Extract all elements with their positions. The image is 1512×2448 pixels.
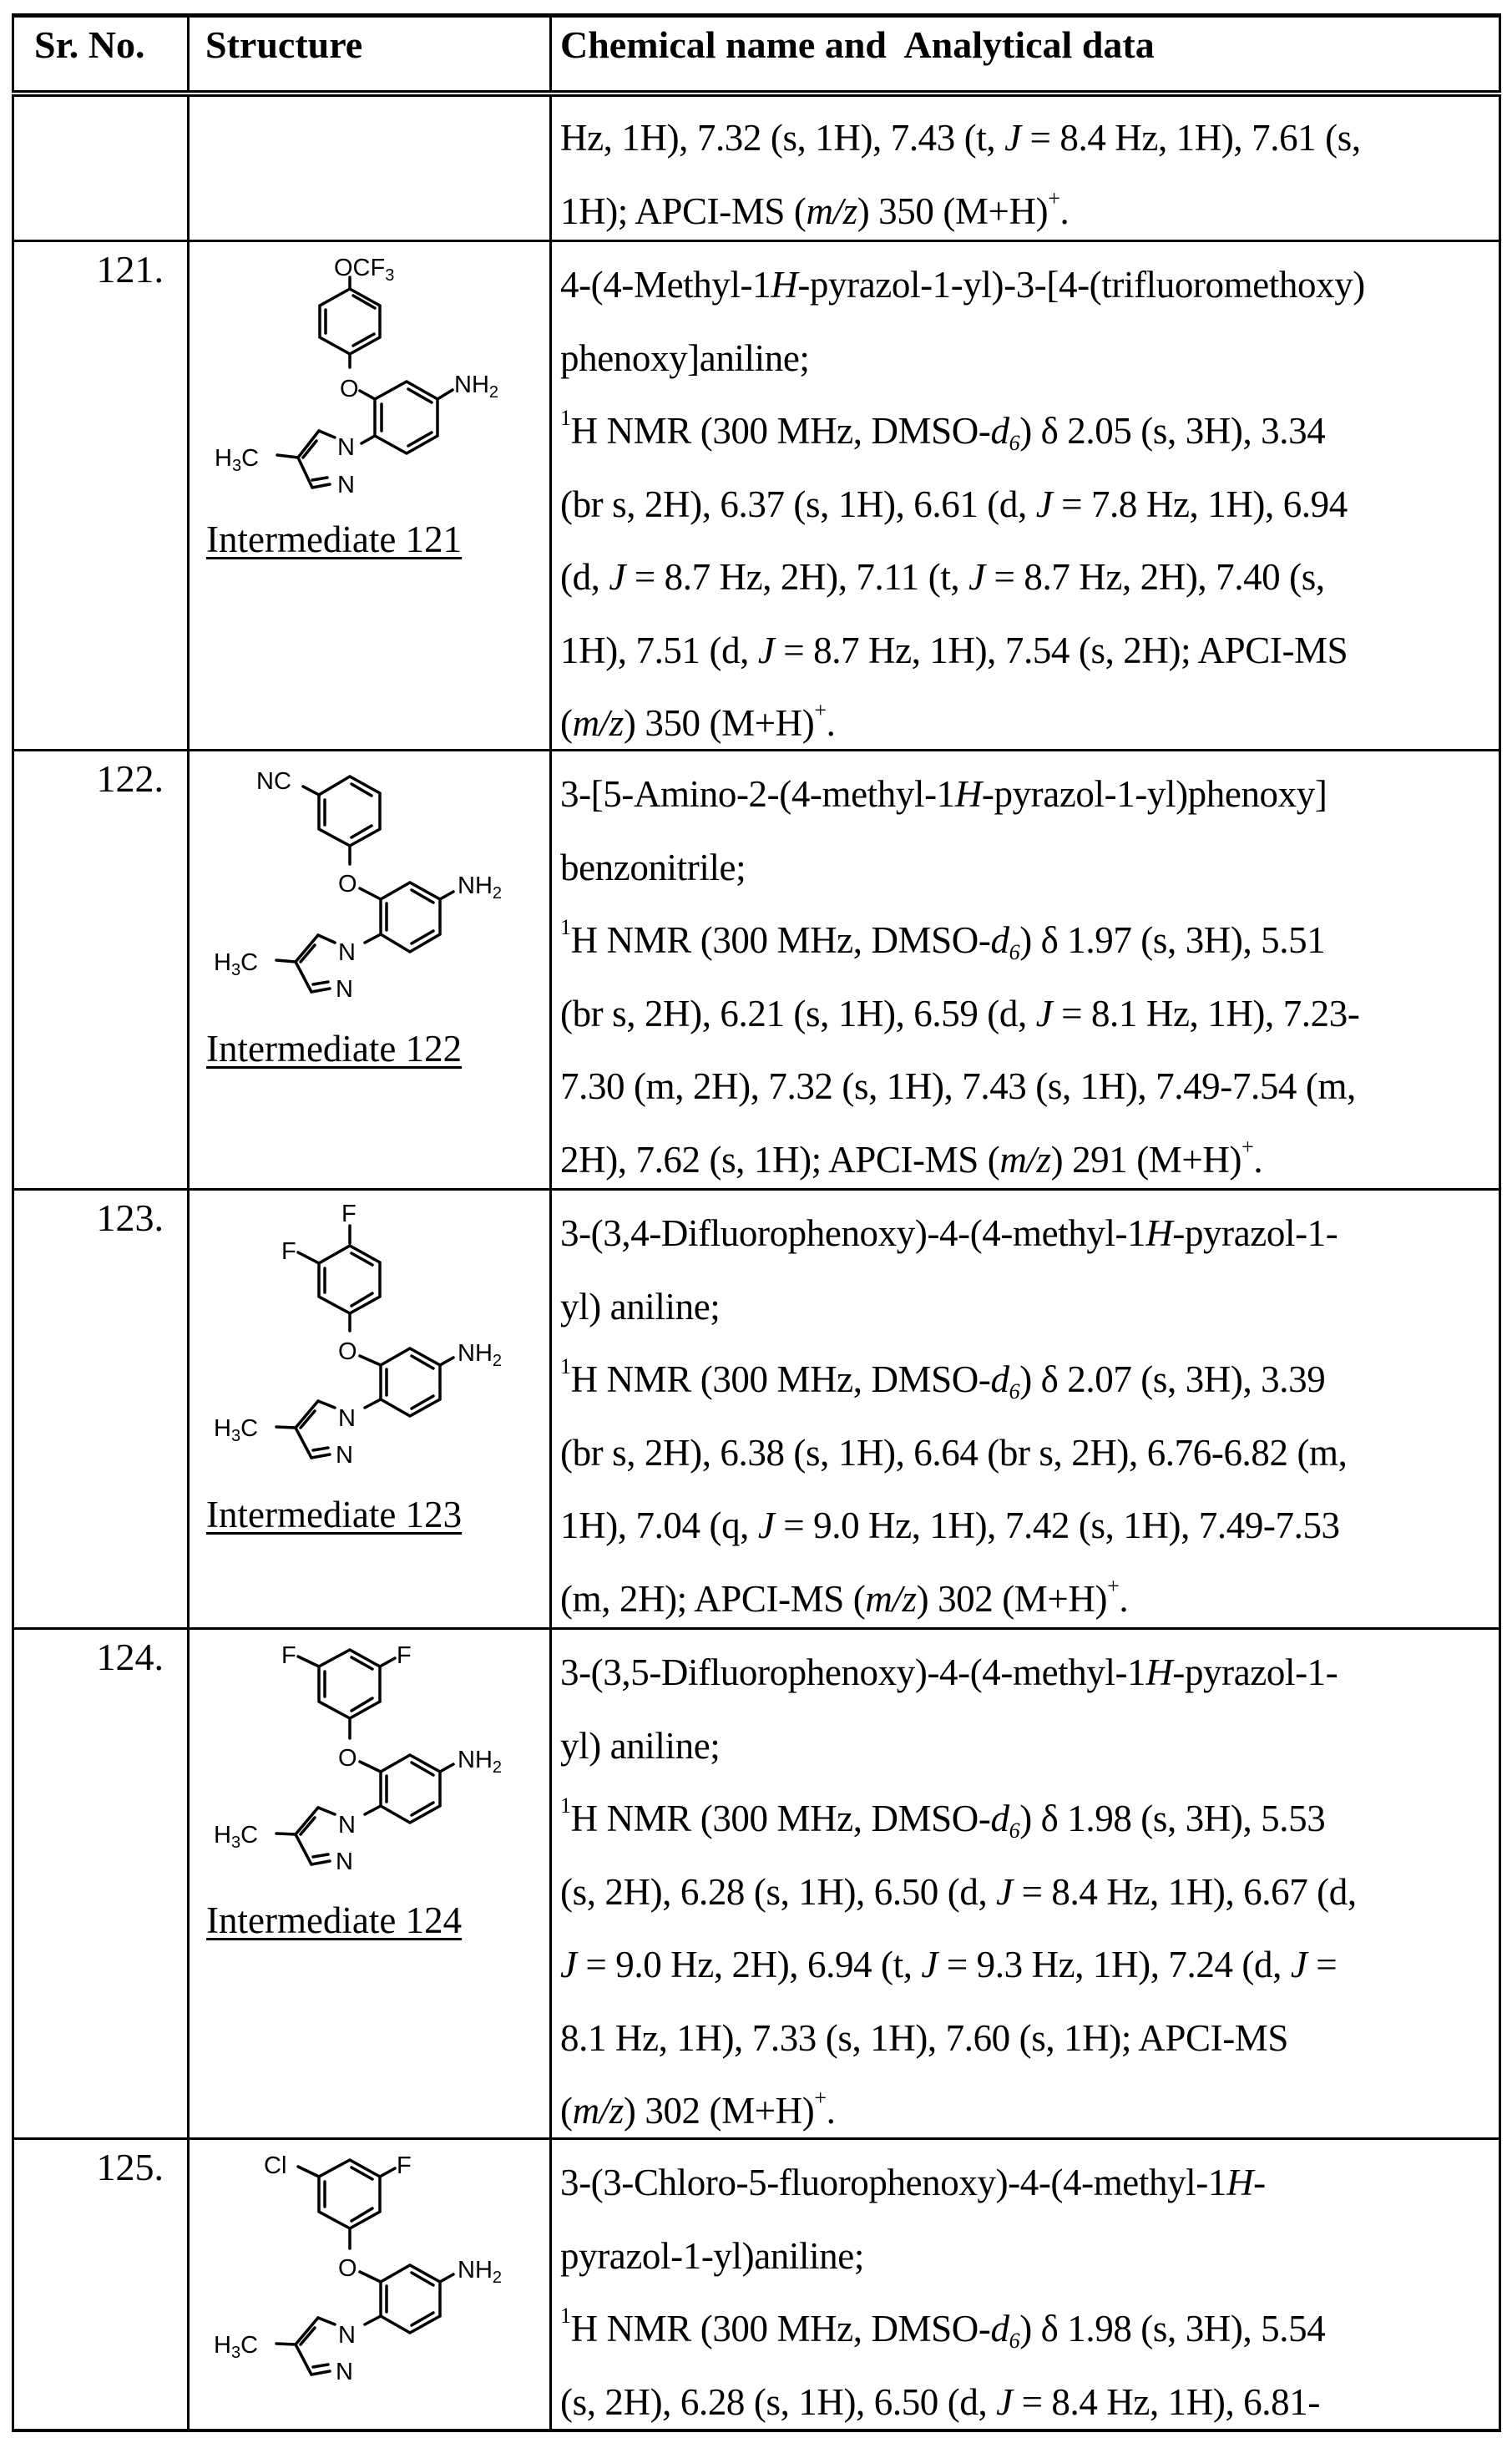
chemical-name-line: 3-[5-Amino-2-(4-methyl-1H-pyrazol-1-yl)phenoxy] xyxy=(560,773,1327,815)
nmr-line: J = 9.0 Hz, 2H), 6.94 (t, J = 9.3 Hz, 1H), 7.24 (d, J = xyxy=(560,1944,1338,1985)
header-structure: Structure xyxy=(205,23,363,66)
data-line: Hz, 1H), 7.32 (s, 1H), 7.43 (t, J = 8.4 Hz, 1H), 7.61 (s, xyxy=(560,117,1361,159)
data-cell xyxy=(549,2140,1499,2430)
sr-cell xyxy=(14,97,187,240)
svg-text:O: O xyxy=(338,871,357,898)
nmr-line: (d, J = 8.7 Hz, 2H), 7.11 (t, J = 8.7 Hz, 2H), 7.40 (s, xyxy=(560,556,1325,598)
svg-text:NH2: $NH_2$ xyxy=(454,372,499,402)
nmr-line: $^1$H NMR (300 MHz, DMSO-$d_6$) δ 1.98 (s, 3H), 5.53 xyxy=(560,1793,1326,1843)
sr-number: 124. xyxy=(96,1636,164,1678)
svg-text:H3C: $H_3C$ xyxy=(214,1822,259,1852)
analytical-data xyxy=(560,2147,1487,2439)
table-row xyxy=(12,242,1501,749)
structure-cell xyxy=(187,2140,549,2430)
svg-text:N: N xyxy=(337,472,355,498)
header-sr-no: Sr. No. xyxy=(34,23,145,66)
nmr-line: $^1$H NMR (300 MHz, DMSO-$d_6$) δ 1.98 (s, 3H), 5.54 xyxy=(560,2304,1326,2353)
nmr-line: 1H), 7.51 (d, J = 8.7 Hz, 1H), 7.54 (s, 2H); APCI-MS xyxy=(560,629,1348,671)
sr-number: 125. xyxy=(96,2146,164,2188)
svg-text:F: F xyxy=(397,2152,412,2179)
svg-text:H3C: $H_3C$ xyxy=(215,445,260,475)
nmr-line: $^1$H NMR (300 MHz, DMSO-$d_6$) δ 2.07 (s, 3H), 3.39 xyxy=(560,1354,1326,1404)
data-cell xyxy=(549,751,1499,1188)
svg-text:NC: NC xyxy=(256,768,291,795)
svg-text:H3C: $H_3C$ xyxy=(214,949,259,979)
molecule-icon xyxy=(190,2140,549,2415)
svg-text:O: O xyxy=(340,376,359,402)
chemical-name-line: pyrazol-1-yl)aniline; xyxy=(560,2234,864,2277)
svg-text:N: N xyxy=(336,976,353,1003)
svg-text:NH2: $NH_2$ xyxy=(458,2257,503,2287)
molecule-icon xyxy=(190,751,549,1027)
svg-text:O: O xyxy=(338,1338,357,1365)
svg-text:NH2: $NH_2$ xyxy=(458,1747,503,1777)
nmr-line: 2H), 7.62 (s, 1H); APCI-MS (m/z) 291 (M+H)+. xyxy=(560,1134,1263,1181)
svg-text:NH2: $NH_2$ xyxy=(458,1340,503,1370)
sr-number: 122. xyxy=(96,757,164,800)
intermediate-label: Intermediate 122 xyxy=(206,1028,463,1070)
header-cell-structure xyxy=(187,18,549,91)
svg-text:N: N xyxy=(338,1405,356,1432)
molecule-icon xyxy=(190,1191,549,1474)
svg-text:F: F xyxy=(281,1642,296,1669)
sr-cell xyxy=(14,1630,187,2137)
header-cell-chemical-data xyxy=(549,18,1499,91)
table-row xyxy=(12,2140,1501,2430)
analytical-data xyxy=(560,1197,1487,1636)
header-chemical-data: Chemical name and Analytical data xyxy=(560,23,1155,66)
structure-cell xyxy=(187,97,549,240)
analytical-data xyxy=(560,1636,1487,2148)
svg-text:N: N xyxy=(338,1812,356,1839)
analytical-data xyxy=(560,758,1487,1196)
header-cell-sr-no xyxy=(14,18,187,91)
data-cell xyxy=(549,1630,1499,2137)
svg-text:H3C: $H_3C$ xyxy=(214,2332,259,2362)
data-cell xyxy=(549,242,1499,749)
svg-text:O: O xyxy=(338,2255,357,2282)
nmr-line: 7.30 (m, 2H), 7.32 (s, 1H), 7.43 (s, 1H), 7.49-7.54 (m, xyxy=(560,1065,1356,1107)
svg-text:F: F xyxy=(341,1201,357,1227)
svg-text:NH2: $NH_2$ xyxy=(458,872,503,903)
chemical-name-line: yl) aniline; xyxy=(560,1285,721,1328)
nmr-line: $^1$H NMR (300 MHz, DMSO-$d_6$) δ 1.97 (s, 3H), 5.51 xyxy=(560,915,1326,964)
intermediate-label: Intermediate 121 xyxy=(206,518,463,560)
sr-number: 121. xyxy=(96,248,164,291)
data-cell xyxy=(549,97,1499,240)
chemical-name-line: 3-(3,5-Difluorophenoxy)-4-(4-methyl-1H-pyrazol-1- xyxy=(560,1651,1338,1693)
structure-cell xyxy=(187,242,549,749)
chemical-name-line: 4-(4-Methyl-1H-pyrazol-1-yl)-3-[4-(trifluoromethoxy) xyxy=(560,264,1365,306)
analytical-data xyxy=(560,102,1487,248)
svg-text:H3C: $H_3C$ xyxy=(214,1415,259,1445)
nmr-line: (br s, 2H), 6.21 (s, 1H), 6.59 (d, J = 8.1 Hz, 1H), 7.23- xyxy=(560,992,1360,1034)
chemical-name-line: phenoxy]aniline; xyxy=(560,336,810,379)
svg-text:O: O xyxy=(338,1745,357,1772)
table-row xyxy=(12,1630,1501,2137)
nmr-line: (m/z) 350 (M+H)+. xyxy=(560,698,836,744)
chemical-name-line: benzonitrile; xyxy=(560,846,746,888)
table-row xyxy=(12,751,1501,1188)
nmr-line: (m/z) 302 (M+H)+. xyxy=(560,2086,836,2132)
nmr-line: $^1$H NMR (300 MHz, DMSO-$d_6$) δ 2.05 (s, 3H), 3.34 xyxy=(560,406,1326,455)
data-cell xyxy=(549,1191,1499,1627)
nmr-line: (s, 2H), 6.28 (s, 1H), 6.50 (d, J = 8.4 Hz, 1H), 6.67 (d, xyxy=(560,1870,1357,1913)
sr-cell xyxy=(14,1191,187,1627)
svg-text:N: N xyxy=(337,434,355,461)
chemical-name-line: 3-(3-Chloro-5-fluorophenoxy)-4-(4-methyl-1H- xyxy=(560,2162,1266,2203)
substituent-label: $OCF_3$ xyxy=(334,255,395,285)
svg-text:N: N xyxy=(336,2359,353,2385)
data-line: 1H); APCI-MS (m/z) 350 (M+H)+. xyxy=(560,185,1070,232)
chemical-name-line: 3-(3,4-Difluorophenoxy)-4-(4-methyl-1H-pyrazol-1- xyxy=(560,1212,1338,1254)
nmr-line: (br s, 2H), 6.37 (s, 1H), 6.61 (d, J = 7.8 Hz, 1H), 6.94 xyxy=(560,483,1348,525)
nmr-line: (s, 2H), 6.28 (s, 1H), 6.50 (d, J = 8.4 Hz, 1H), 6.81- xyxy=(560,2380,1320,2423)
table-row-continuation xyxy=(12,97,1501,240)
svg-text:Cl: Cl xyxy=(264,2152,287,2179)
svg-text:N: N xyxy=(338,2322,356,2349)
sr-cell xyxy=(14,2140,187,2430)
molecule-icon xyxy=(190,1630,549,1905)
structure-cell xyxy=(187,1630,549,2137)
sr-number: 123. xyxy=(96,1196,164,1239)
intermediate-label: Intermediate 123 xyxy=(206,1494,463,1535)
table-row xyxy=(12,1191,1501,1627)
sr-cell xyxy=(14,242,187,749)
chemical-name-line: yl) aniline; xyxy=(560,1724,721,1767)
table-header-row xyxy=(12,18,1501,91)
nmr-line: 1H), 7.04 (q, J = 9.0 Hz, 1H), 7.42 (s, 1H), 7.49-7.53 xyxy=(560,1505,1340,1546)
nmr-line: (br s, 2H), 6.38 (s, 1H), 6.64 (br s, 2H), 6.76-6.82 (m, xyxy=(560,1431,1348,1474)
nmr-line: (m, 2H); APCI-MS (m/z) 302 (M+H)+. xyxy=(560,1573,1129,1620)
svg-text:F: F xyxy=(397,1642,412,1669)
structure-cell xyxy=(187,1191,549,1627)
svg-text:N: N xyxy=(336,1442,353,1469)
nmr-line: 8.1 Hz, 1H), 7.33 (s, 1H), 7.60 (s, 1H); APCI-MS xyxy=(560,2016,1289,2059)
svg-text:N: N xyxy=(338,939,356,966)
table-bottom-rule xyxy=(12,2429,1501,2432)
header-divider xyxy=(12,90,1501,93)
svg-text:N: N xyxy=(336,1849,353,1875)
structure-cell xyxy=(187,751,549,1188)
analytical-data xyxy=(560,249,1487,761)
intermediate-label: Intermediate 124 xyxy=(206,1899,463,1941)
svg-text:F: F xyxy=(281,1238,296,1265)
sr-cell xyxy=(14,751,187,1188)
